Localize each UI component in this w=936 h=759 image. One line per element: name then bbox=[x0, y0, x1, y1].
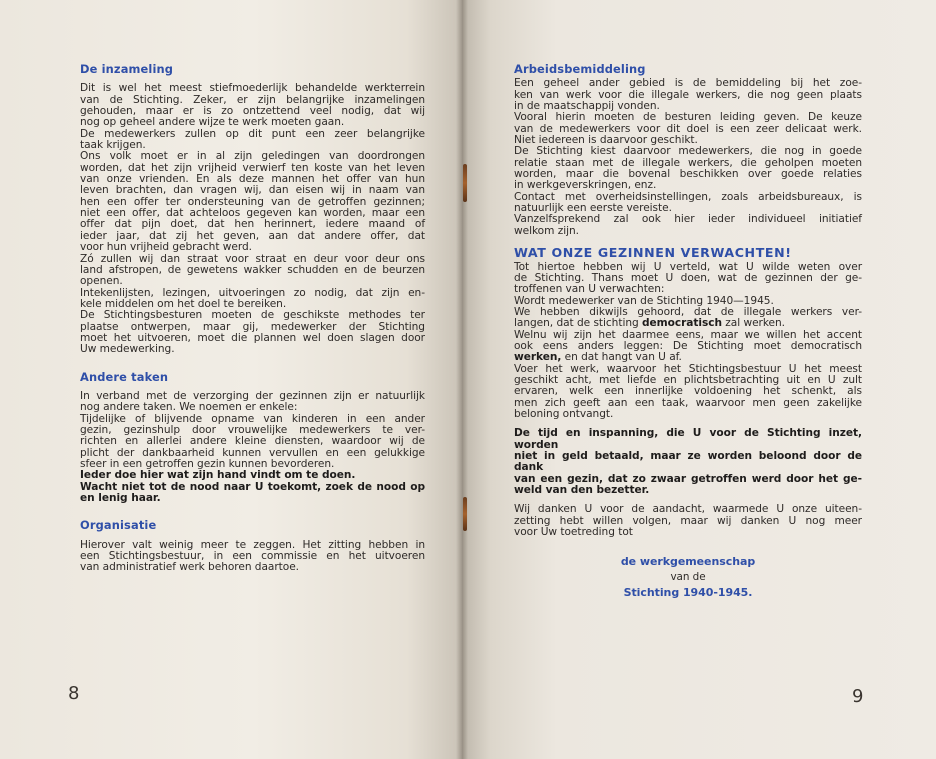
text-line: Uw medewerking. bbox=[80, 343, 175, 356]
text-line: gezin, gezinshulp door vrouwelijke medewerkers te ver- bbox=[80, 423, 425, 436]
text-line: een Stichtingsbestuur, in een commissie en het uitvoeren bbox=[80, 550, 425, 563]
paragraph bbox=[514, 262, 862, 296]
paragraph bbox=[514, 214, 862, 237]
text-line: Voer het werk, waarvoor het Stichtingsbestuur U het meest bbox=[514, 362, 862, 375]
text-line: ieder jaar, dat zij het geven, aan dat andere offer, dat bbox=[80, 229, 425, 242]
paragraph bbox=[80, 414, 425, 471]
heading-de-inzameling: De inzameling bbox=[80, 62, 174, 76]
text-line: Een geheel ander gebied is de bemiddeling bij het zoe- bbox=[514, 77, 862, 90]
text-line: Tijdelijke of blijvende opname van kinderen in een ander bbox=[80, 412, 425, 425]
text-line: De Stichting kiest daarvoor medewerkers, die nog in goede bbox=[514, 145, 862, 158]
text-line bbox=[514, 318, 862, 329]
text-line: welkom zijn. bbox=[514, 224, 579, 237]
text-line: nog andere taken. We noemen er enkele: bbox=[80, 401, 298, 414]
text-line: De tijd en inspanning, die U voor de Stichting inzet, worden bbox=[514, 427, 862, 451]
paragraph bbox=[80, 310, 425, 355]
text-line: plaatse ontwerpen, maar gij, medewerker der Stichting bbox=[80, 320, 425, 333]
paragraph bbox=[80, 540, 425, 574]
text-line: van de medewerkers voor dit doel is een zeer delicaat werk. bbox=[514, 122, 862, 135]
text-line: sfeer in een getroffen gezin kunnen bevorderen. bbox=[80, 458, 335, 470]
text-line: Dit is wel het meest stiefmoederlijk behandelde werkterrein bbox=[80, 82, 425, 95]
signature-line-van-de: van de bbox=[670, 570, 706, 583]
page-number-right: 9 bbox=[852, 686, 864, 707]
text-line: relatie staan met de illegale werkers, die geholpen moeten bbox=[514, 156, 862, 169]
text-span: zal werken. bbox=[721, 317, 785, 330]
text-line: in de maatschappij vonden. bbox=[514, 100, 660, 113]
text-line: moet het uitvoeren, moet die plannen wel doen slagen door bbox=[80, 331, 425, 344]
heading-arbeidsbemiddeling: Arbeidsbemiddeling bbox=[514, 62, 646, 76]
text-line: ken van werk voor die illegale werkers, die nog geen plaats bbox=[514, 88, 862, 101]
signature-block bbox=[514, 556, 862, 598]
paragraph bbox=[80, 391, 425, 414]
paragraph bbox=[80, 83, 425, 128]
text-line: troffenen van U verwachten: bbox=[514, 283, 665, 296]
text-line: weld van den bezetter. bbox=[514, 484, 650, 497]
text-line: In verband met de verzorging der gezinnen zijn er natuurlijk bbox=[80, 389, 425, 402]
page-number-left: 8 bbox=[68, 683, 80, 704]
text-line: kele middelen om het doel te bereiken. bbox=[80, 297, 287, 310]
text-line: nog op geheel andere wijze te werk moeten gaan. bbox=[80, 116, 345, 129]
text-line: de Stichting. Thans moet U doen, wat de gezinnen der ge- bbox=[514, 271, 862, 284]
heading-wat-onze-gezinnen: WAT ONZE GEZINNEN VERWACHTEN! bbox=[514, 245, 792, 261]
text-line: Ons volk moet er in al zijn geledingen van doordrongen bbox=[80, 150, 425, 163]
text-line: offer dat pijn doet, dat hen herinnert, iedere maand of bbox=[80, 218, 425, 231]
text-line: geschikt acht, met liefde en plichtsbetrachting uit en U zult bbox=[514, 373, 862, 386]
text-line: Vanzelfsprekend zal ook hier ieder individueel initiatief bbox=[514, 213, 862, 226]
text-line: We hebben dikwijls gehoord, dat de illegale werkers ver- bbox=[514, 305, 862, 318]
paragraph bbox=[514, 307, 862, 330]
text-line: voor Uw toetreding tot bbox=[514, 526, 633, 539]
text-line: Wij danken U voor de aandacht, waarmede U onze uiteen- bbox=[514, 503, 862, 516]
paragraph bbox=[80, 151, 425, 253]
bold-callout bbox=[514, 428, 862, 496]
text-line: land afstropen, de gewetens wakker schudden en de beurzen bbox=[80, 263, 425, 276]
text-line: leven brachten, dan vragen wij, dan eisen wij in naam van bbox=[80, 184, 425, 197]
paragraph bbox=[514, 146, 862, 191]
text-line: De Stichtingsbesturen moeten de geschikste methodes ter bbox=[80, 309, 425, 322]
text-line: Wordt medewerker van de Stichting 1940—1945. bbox=[514, 294, 774, 307]
staple-bottom bbox=[463, 497, 467, 531]
paragraph bbox=[514, 78, 862, 112]
text-line: in werkgeverskringen, enz. bbox=[514, 179, 657, 192]
paragraph bbox=[514, 364, 862, 421]
emphasis-democratisch: democratisch bbox=[642, 317, 722, 330]
text-line: worden, dat het zijn vrijheid verwierf ten koste van het leven bbox=[80, 161, 425, 174]
emphasis-werken: werken, bbox=[514, 351, 562, 364]
paragraph bbox=[80, 288, 425, 311]
paragraph bbox=[514, 192, 862, 215]
paragraph bbox=[514, 112, 862, 146]
text-line: beloning ontvangt. bbox=[514, 407, 614, 420]
text-line: zetting hebt willen volgen, maar wij danken U nog meer bbox=[514, 514, 862, 527]
text-line: Ieder doe hier wat zijn hand vindt om te doen. bbox=[80, 469, 356, 482]
text-line bbox=[514, 352, 862, 363]
text-line: hen een offer ter ondersteuning van de getroffen gezinnen; bbox=[80, 195, 425, 208]
text-line: men zich geeft aan een taak, waarvoor men geen zakelijke bbox=[514, 396, 862, 409]
text-line: niet in geld betaald, maar ze worden beloond door de dank bbox=[514, 450, 862, 474]
heading-andere-taken: Andere taken bbox=[80, 369, 169, 384]
text-line: van administratief werk behoren daartoe. bbox=[80, 561, 299, 574]
right-page-text bbox=[514, 64, 862, 598]
text-line: ervaren, welk een innerlijke voldoening het schenkt, als bbox=[514, 385, 862, 398]
text-line: De medewerkers zullen op dit punt een zeer belangrijke bbox=[80, 127, 425, 140]
text-line: Tot hiertoe hebben wij U verteld, wat U wilde weten over bbox=[514, 260, 862, 273]
text-line: plicht der dankbaarheid kunnen vervullen en een gelukkige bbox=[80, 446, 425, 459]
text-line: niet een offer, dat achteloos gegeven kan worden, maar een bbox=[80, 207, 425, 220]
paragraph bbox=[80, 129, 425, 152]
signature-line-stichting: Stichting 1940-1945. bbox=[623, 586, 753, 600]
text-span: langen, dat de stichting bbox=[514, 317, 642, 330]
text-line: en lenig haar. bbox=[80, 492, 161, 505]
book-gutter bbox=[456, 0, 468, 759]
left-page-text bbox=[80, 64, 425, 574]
text-line: openen. bbox=[80, 275, 123, 288]
left-page bbox=[0, 0, 462, 759]
paragraph bbox=[80, 254, 425, 288]
text-line: richten en allerlei andere kleine diensten, waardoor wij de bbox=[80, 435, 425, 448]
text-line: Welnu wij zijn het daarmee eens, maar we willen het accent bbox=[514, 328, 862, 341]
text-line: taak krijgen. bbox=[80, 139, 146, 152]
heading-organisatie: Organisatie bbox=[80, 518, 157, 533]
text-span: en dat hangt van U af. bbox=[561, 351, 682, 364]
text-line: Intekenlijsten, lezingen, uitvoeringen zo nodig, dat zijn en- bbox=[80, 286, 425, 299]
text-line: natuurlijk een eerste vereiste. bbox=[514, 202, 672, 215]
text-line: Zó zullen wij dan straat voor straat en deur voor deur ons bbox=[80, 252, 425, 265]
text-line: voor hun vrijheid gebracht werd. bbox=[80, 241, 252, 254]
paragraph bbox=[514, 330, 862, 364]
text-line: van de Stichting. Zeker, er zijn belangrijke inzamelingen bbox=[80, 93, 425, 106]
text-line: worden, maar die bovenal beschikken over goede relaties bbox=[514, 168, 862, 181]
bold-callout bbox=[80, 470, 425, 504]
text-line: Hierover valt weinig meer te zeggen. Het zitting hebben in bbox=[80, 538, 425, 551]
text-line: ook eens anders leggen: De Stichting moet democratisch bbox=[514, 339, 862, 352]
text-line: Vooral hierin moeten de besturen leiding geven. De keuze bbox=[514, 111, 862, 124]
text-line: Wacht niet tot de nood naar U toekomt, zoek de nood op bbox=[80, 480, 425, 493]
text-line: gehouden, maar er is zo ontzettend veel nodig, dat wij bbox=[80, 105, 425, 118]
text-line: Niet iedereen is daarvoor geschikt. bbox=[514, 134, 698, 147]
staple-top bbox=[463, 164, 467, 202]
signature-line-werkgemeenschap: de werkgemeenschap bbox=[620, 555, 756, 569]
text-line: van onze vrienden. En als deze mannen het offer van hun bbox=[80, 173, 425, 186]
paragraph bbox=[514, 504, 862, 538]
text-line: Contact met overheidsinstellingen, zoals arbeidsbureaux, is bbox=[514, 190, 862, 203]
text-line: van een gezin, dat zo zwaar getroffen werd door het ge- bbox=[514, 472, 862, 485]
